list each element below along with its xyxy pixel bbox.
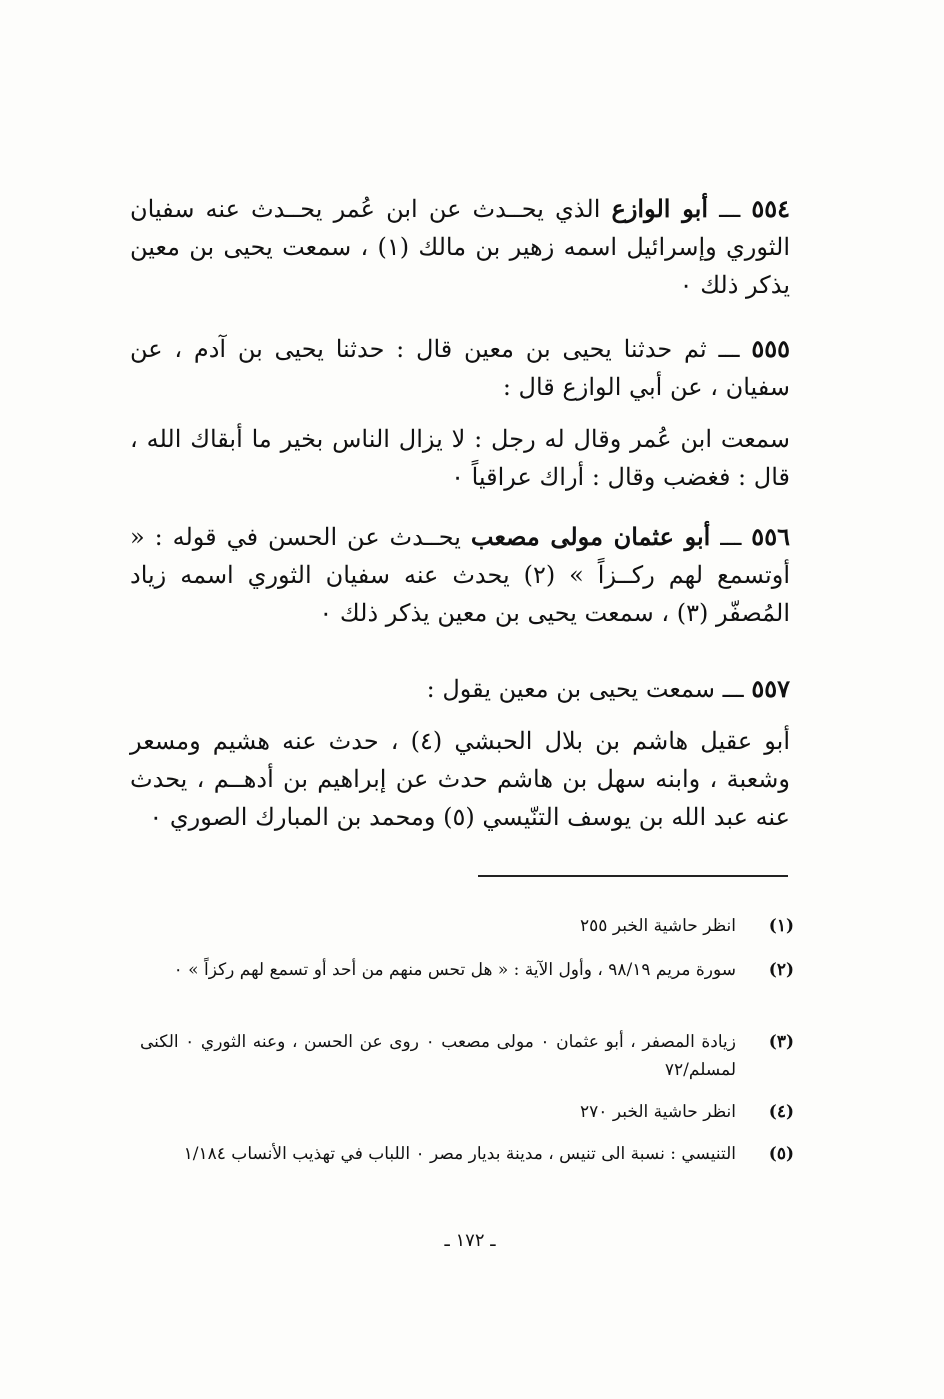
footnote-separator (478, 875, 788, 877)
footnote-3 (140, 1028, 794, 1084)
entry-dash: ـــ (720, 523, 742, 551)
entry-text: ثم حدثنا يحيى بن معين قال : حدثنا يحيى بن آدم ، عن سفيان ، عن أبي الوازع قال : (130, 335, 790, 401)
entry-number: ٥٥٦ (751, 522, 790, 551)
entry-dash: ـــ (722, 675, 744, 703)
entry-text: سمعت يحيى بن معين يقول : (426, 675, 715, 703)
footnote-mark: (٣) (768, 1032, 794, 1052)
footnote-4 (140, 1098, 794, 1126)
entry-557-quote: أبو عقيل هاشم بن بلال الحبشي (٤) ، حدث عنه هشيم ومسعر وشعبة ، وابنه سهل بن هاشم حدث عن إبراهيم بن أدهــم ، يحدث عنه عبد الله بن يوسف التنّيسي (٥) ومحمد بن المبارك الصوري ٠ (130, 727, 791, 831)
entry-number: ٥٥٤ (751, 194, 791, 223)
entry-dash: ـــ (718, 335, 740, 363)
footnote-text: انظر حاشية الخبر ٢٧٠ (580, 1102, 736, 1122)
footnote-mark: (٥) (768, 1144, 794, 1164)
entry-number: ٥٥٥ (751, 334, 790, 363)
entry-dash: ـــ (719, 195, 741, 223)
footnote-text: التنيسي : نسبة الى تنيس ، مدينة بديار مصر ٠ اللباب في تهذيب الأنساب ١/١٨٤ (183, 1144, 736, 1164)
entry-number: ٥٥٧ (751, 674, 790, 703)
entry-text: يحــدث عن الحسن في قوله : « أوتسمع لهم ركــزاً » (٢) يحدث عنه سفيان الثوري اسمه زياد المُصفّر (٣) ، سمعت يحيى بن معين يذكر ذلك ٠ (130, 523, 790, 627)
page-number: ـ ١٧٢ ـ (444, 1230, 496, 1251)
entry-555-quote: سمعت ابن عُمر وقال له رجل : لا يزال الناس بخير ما أبقاك الله ، قال : فغضب وقال : أراك عراقياً ٠ (130, 425, 790, 491)
entry-557 (130, 670, 790, 708)
entry-title: أبو الوازع (611, 194, 709, 223)
footnote-5 (140, 1140, 794, 1168)
footnote-text: سورة مريم ٩٨/١٩ ، وأول الآية : « هل تحس منهم من أحد أو تسمع لهم ركزاً » ٠ (173, 960, 736, 980)
entry-556 (130, 518, 790, 632)
entry-555 (130, 330, 790, 406)
entry-554 (130, 190, 790, 304)
footnote-text: انظر حاشية الخبر ٢٥٥ (580, 916, 736, 936)
footnote-mark: (٢) (768, 960, 794, 980)
footnote-2 (140, 956, 794, 984)
entry-text: الذي يحــدث عن ابن عُمر يحــدث عنه سفيان الثوري وإسرائيل اسمه زهير بن مالك (١) ، سمعت يحيى بن معين يذكر ذلك ٠ (130, 195, 790, 299)
footnote-text: زيادة المصفر ، أبو عثمان ٠ مولى مصعب ٠ روى عن الحسن ، وعنه الثوري ٠ الكنى لمسلم/٧٢ (140, 1032, 736, 1080)
footnote-mark: (٤) (768, 1102, 794, 1122)
footnote-mark: (١) (768, 916, 794, 936)
entry-title: أبو عثمان مولى مصعب (470, 522, 711, 551)
footnote-1 (140, 912, 794, 940)
